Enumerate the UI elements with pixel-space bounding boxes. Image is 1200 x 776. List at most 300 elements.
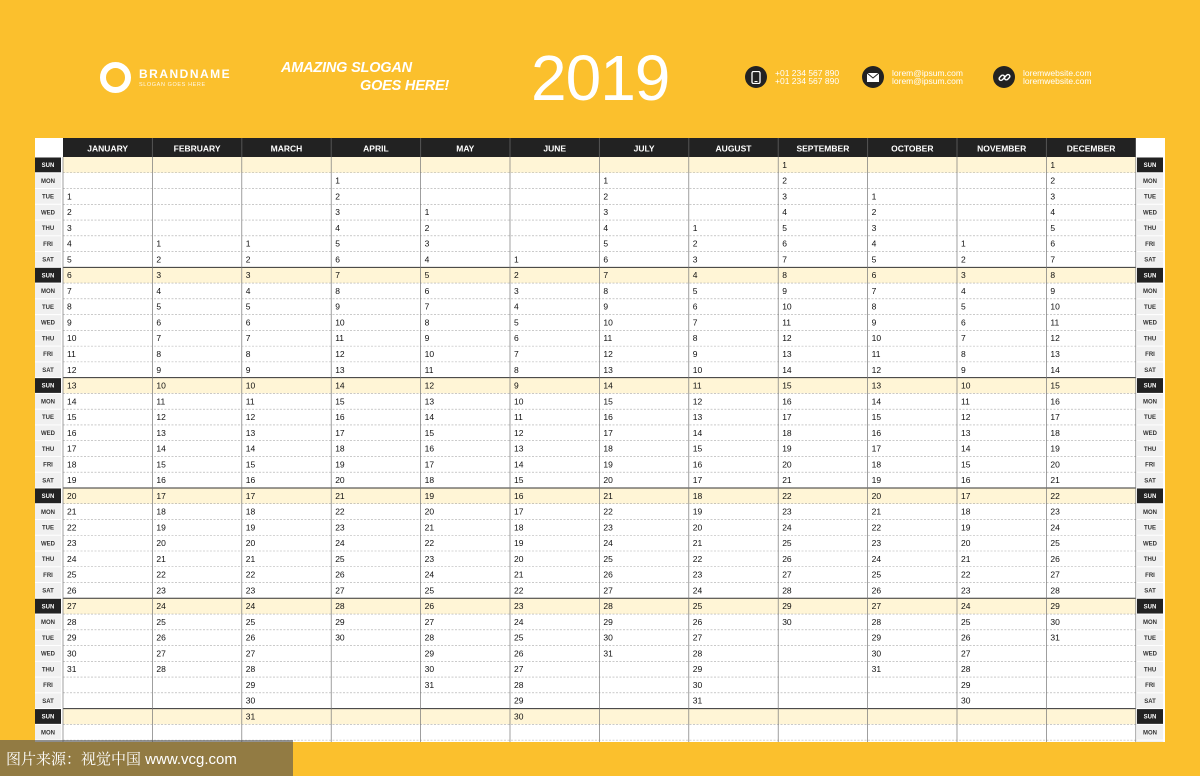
day-number: 26 bbox=[335, 569, 345, 580]
day-number: 3 bbox=[603, 207, 609, 218]
weekday-label-right: SAT bbox=[1144, 588, 1156, 595]
day-number: 27 bbox=[871, 601, 882, 612]
weekday-label-right: SUN bbox=[1143, 163, 1157, 170]
day-number: 20 bbox=[603, 475, 613, 486]
weekday-label-left: FRI bbox=[43, 683, 53, 690]
day-number: 16 bbox=[514, 490, 524, 501]
weekday-label-left: THU bbox=[41, 446, 55, 453]
day-number: 19 bbox=[1050, 443, 1060, 454]
day-number: 22 bbox=[335, 506, 345, 517]
day-number: 26 bbox=[782, 553, 792, 564]
day-number: 16 bbox=[692, 459, 703, 470]
day-number: 5 bbox=[335, 238, 340, 249]
calendar-grid bbox=[35, 138, 1165, 742]
day-number: 16 bbox=[335, 412, 345, 423]
day-number: 13 bbox=[1050, 349, 1060, 359]
day-number: 16 bbox=[424, 443, 435, 454]
day-number: 3 bbox=[871, 222, 877, 233]
day-number: 31 bbox=[603, 648, 613, 659]
month-header-november: NOVEMBER bbox=[977, 143, 1027, 154]
weekday-label-left: TUE bbox=[42, 525, 54, 532]
weekday-label-right: FRI bbox=[1145, 352, 1155, 359]
day-number: 27 bbox=[514, 664, 524, 675]
day-number: 26 bbox=[871, 585, 882, 596]
weekday-label-left: WED bbox=[41, 431, 55, 437]
day-number: 3 bbox=[424, 238, 430, 249]
day-number: 3 bbox=[245, 270, 251, 281]
contact-phone-text bbox=[775, 69, 839, 86]
day-number: 5 bbox=[782, 222, 787, 233]
day-number: 23 bbox=[67, 538, 77, 549]
weekday-label-left: MON bbox=[41, 289, 55, 296]
weekday-label-left: MON bbox=[41, 730, 55, 737]
day-number: 26 bbox=[156, 632, 166, 643]
day-number: 7 bbox=[692, 317, 698, 328]
day-number: 20 bbox=[67, 490, 77, 501]
day-number: 9 bbox=[692, 349, 698, 359]
day-number: 29 bbox=[335, 616, 345, 627]
contact-website-text bbox=[1023, 69, 1092, 86]
day-number: 16 bbox=[245, 475, 256, 486]
day-number: 21 bbox=[692, 538, 703, 549]
day-number: 12 bbox=[245, 412, 256, 423]
day-number: 28 bbox=[692, 648, 703, 659]
day-number: 4 bbox=[335, 222, 340, 233]
day-number: 24 bbox=[335, 538, 345, 549]
day-number: 9 bbox=[782, 285, 787, 296]
day-number: 24 bbox=[1050, 522, 1060, 533]
day-number: 7 bbox=[603, 270, 609, 281]
day-number: 20 bbox=[514, 553, 524, 564]
day-number: 28 bbox=[335, 601, 345, 612]
day-number: 16 bbox=[782, 396, 792, 407]
day-number: 8 bbox=[961, 349, 966, 359]
day-number: 3 bbox=[156, 270, 162, 281]
day-number: 28 bbox=[871, 616, 882, 627]
day-number: 2 bbox=[245, 254, 251, 265]
day-number: 25 bbox=[961, 616, 971, 627]
weekday-label-right: SAT bbox=[1144, 698, 1156, 705]
day-number: 26 bbox=[424, 601, 435, 612]
day-number: 27 bbox=[424, 616, 435, 627]
day-number: 12 bbox=[67, 364, 77, 375]
day-number: 5 bbox=[871, 254, 877, 265]
day-number: 4 bbox=[514, 301, 519, 312]
day-number: 21 bbox=[1050, 475, 1060, 486]
day-number: 30 bbox=[67, 648, 77, 659]
weekday-label-left: MON bbox=[41, 178, 55, 185]
day-number: 20 bbox=[424, 506, 435, 517]
day-number: 19 bbox=[424, 490, 435, 501]
day-number: 31 bbox=[245, 711, 256, 722]
weekday-label-left: FRI bbox=[43, 462, 53, 469]
contact-email-text bbox=[892, 69, 963, 86]
day-number: 9 bbox=[961, 364, 966, 375]
day-number: 22 bbox=[1050, 490, 1060, 501]
day-number: 6 bbox=[961, 317, 966, 328]
day-number: 14 bbox=[245, 443, 256, 454]
day-number: 12 bbox=[335, 349, 345, 359]
day-number: 20 bbox=[871, 490, 882, 501]
day-number: 27 bbox=[156, 648, 166, 659]
day-number: 1 bbox=[245, 238, 251, 249]
weekday-label-right: THU bbox=[1143, 557, 1157, 564]
day-number: 19 bbox=[782, 443, 792, 454]
day-number: 6 bbox=[1050, 238, 1056, 249]
day-number: 11 bbox=[782, 317, 792, 328]
day-number: 20 bbox=[245, 538, 256, 549]
day-number: 30 bbox=[961, 695, 971, 706]
day-number: 24 bbox=[871, 553, 882, 564]
weekday-label-left: SAT bbox=[42, 257, 54, 264]
day-number: 29 bbox=[67, 632, 77, 643]
day-number: 12 bbox=[603, 349, 613, 359]
weekday-label-right: SAT bbox=[1144, 257, 1156, 264]
day-number: 18 bbox=[335, 443, 345, 454]
link-icon bbox=[993, 66, 1015, 88]
day-number: 2 bbox=[424, 222, 430, 233]
day-number: 16 bbox=[961, 475, 971, 486]
day-number: 18 bbox=[961, 506, 971, 517]
day-number: 9 bbox=[424, 333, 430, 344]
day-number: 3 bbox=[67, 222, 72, 233]
weekday-label-right: SUN bbox=[1143, 383, 1157, 390]
month-header-july: JULY bbox=[633, 143, 655, 154]
day-number: 15 bbox=[156, 459, 166, 470]
day-number: 28 bbox=[424, 632, 435, 643]
day-number: 4 bbox=[424, 254, 430, 265]
day-number: 8 bbox=[156, 349, 162, 359]
day-number: 22 bbox=[245, 569, 256, 580]
day-number: 3 bbox=[692, 254, 698, 265]
day-number: 16 bbox=[871, 427, 882, 438]
day-number: 8 bbox=[692, 333, 698, 344]
day-number: 18 bbox=[603, 443, 613, 454]
day-number: 7 bbox=[245, 333, 251, 344]
month-header-may: MAY bbox=[456, 143, 475, 154]
day-number: 26 bbox=[692, 616, 703, 627]
day-number: 30 bbox=[692, 679, 703, 690]
day-number: 16 bbox=[603, 412, 613, 423]
day-number: 2 bbox=[782, 175, 787, 186]
day-number: 27 bbox=[692, 632, 703, 643]
day-number: 28 bbox=[156, 664, 166, 675]
weekday-label-right: MON bbox=[1143, 509, 1157, 516]
day-number: 19 bbox=[335, 459, 345, 470]
day-number: 14 bbox=[871, 396, 882, 407]
day-number: 9 bbox=[335, 301, 340, 312]
day-number: 30 bbox=[603, 632, 613, 643]
day-number: 6 bbox=[424, 285, 430, 296]
day-number: 4 bbox=[245, 285, 251, 296]
day-number: 18 bbox=[692, 490, 703, 501]
day-number: 4 bbox=[156, 285, 162, 296]
day-number: 18 bbox=[156, 506, 166, 517]
day-number: 1 bbox=[67, 191, 72, 202]
weekday-label-left: SUN bbox=[41, 273, 55, 280]
weekday-label-right: MON bbox=[1143, 289, 1157, 296]
weekday-label-right: MON bbox=[1143, 178, 1157, 185]
day-number: 20 bbox=[961, 538, 971, 549]
day-number: 17 bbox=[245, 490, 256, 501]
day-number: 9 bbox=[514, 380, 519, 391]
day-number: 17 bbox=[424, 459, 435, 470]
weekday-label-right: THU bbox=[1143, 446, 1157, 453]
weekday-label-left: FRI bbox=[43, 572, 53, 579]
day-number: 9 bbox=[245, 364, 251, 375]
day-number: 12 bbox=[424, 380, 435, 391]
day-number: 27 bbox=[961, 648, 971, 659]
day-number: 25 bbox=[335, 553, 345, 564]
day-number: 12 bbox=[871, 364, 882, 375]
day-number: 6 bbox=[692, 301, 698, 312]
day-number: 7 bbox=[67, 285, 72, 296]
day-number: 29 bbox=[514, 695, 524, 706]
day-number: 17 bbox=[67, 443, 77, 454]
day-number: 16 bbox=[67, 427, 77, 438]
day-number: 2 bbox=[156, 254, 162, 265]
day-number: 30 bbox=[1050, 616, 1060, 627]
day-number: 18 bbox=[67, 459, 77, 470]
day-number: 4 bbox=[692, 270, 698, 281]
day-number: 1 bbox=[782, 159, 787, 170]
day-number: 25 bbox=[871, 569, 882, 580]
weekday-label-left: THU bbox=[41, 667, 55, 674]
day-number: 11 bbox=[156, 396, 166, 407]
slogan-line-2: GOES HERE! bbox=[360, 78, 450, 94]
day-number: 6 bbox=[245, 317, 251, 328]
weekday-label-right: WED bbox=[1143, 431, 1157, 437]
day-number: 12 bbox=[156, 412, 166, 423]
day-number: 8 bbox=[603, 285, 609, 296]
day-number: 23 bbox=[245, 585, 256, 596]
day-number: 1 bbox=[514, 254, 519, 265]
day-number: 23 bbox=[514, 601, 524, 612]
day-number: 8 bbox=[514, 364, 519, 375]
weekday-label-right: WED bbox=[1143, 320, 1157, 327]
day-number: 14 bbox=[782, 364, 792, 375]
day-number: 30 bbox=[514, 711, 524, 722]
day-number: 28 bbox=[245, 664, 256, 675]
weekday-label-left: WED bbox=[41, 651, 55, 658]
day-number: 14 bbox=[335, 380, 345, 391]
day-number: 21 bbox=[603, 490, 613, 501]
day-number: 5 bbox=[424, 270, 430, 281]
calendar-year: 2019 bbox=[531, 42, 670, 114]
day-number: 21 bbox=[67, 506, 77, 517]
calendar-header bbox=[0, 0, 1200, 138]
day-number: 29 bbox=[961, 679, 971, 690]
weekday-label-left: MON bbox=[41, 509, 55, 516]
day-number: 7 bbox=[424, 301, 430, 312]
weekday-label-right: SUN bbox=[1143, 604, 1157, 611]
day-number: 11 bbox=[603, 333, 613, 344]
day-number: 27 bbox=[67, 601, 77, 612]
day-number: 1 bbox=[871, 191, 877, 202]
day-number: 9 bbox=[603, 301, 609, 312]
day-number: 15 bbox=[782, 380, 792, 391]
day-number: 23 bbox=[424, 553, 435, 564]
weekday-label-right: SUN bbox=[1143, 714, 1157, 721]
day-number: 21 bbox=[156, 553, 166, 564]
day-number: 7 bbox=[156, 333, 162, 344]
day-number: 29 bbox=[245, 679, 256, 690]
day-number: 13 bbox=[424, 396, 435, 407]
day-number: 6 bbox=[871, 270, 877, 281]
phone-icon bbox=[745, 66, 767, 88]
day-number: 1 bbox=[1050, 159, 1056, 170]
day-number: 6 bbox=[156, 317, 162, 328]
day-number: 7 bbox=[514, 349, 519, 359]
slogan-line-1: AMAZING SLOGAN bbox=[281, 60, 412, 76]
weekday-label-left: THU bbox=[41, 336, 55, 343]
day-number: 31 bbox=[67, 664, 77, 675]
day-number: 25 bbox=[1050, 538, 1060, 549]
weekday-label-left: THU bbox=[41, 226, 55, 233]
day-number: 15 bbox=[692, 443, 703, 454]
day-number: 13 bbox=[603, 364, 613, 375]
weekday-label-right: SAT bbox=[1144, 367, 1156, 374]
day-number: 5 bbox=[1050, 222, 1056, 233]
day-number: 8 bbox=[335, 285, 340, 296]
day-number: 23 bbox=[782, 506, 792, 517]
weekday-label-right: TUE bbox=[1144, 415, 1156, 422]
day-number: 16 bbox=[1050, 396, 1060, 407]
weekday-label-right: WED bbox=[1143, 651, 1157, 658]
weekday-label-right: FRI bbox=[1145, 683, 1155, 690]
day-number: 2 bbox=[335, 191, 340, 202]
weekday-label-left: SUN bbox=[41, 604, 55, 611]
weekday-label-left: SUN bbox=[41, 383, 55, 390]
weekday-label-left: SAT bbox=[42, 478, 54, 485]
day-number: 18 bbox=[514, 522, 524, 533]
day-number: 29 bbox=[1050, 601, 1060, 612]
day-number: 21 bbox=[424, 522, 435, 533]
day-number: 29 bbox=[603, 616, 613, 627]
day-number: 5 bbox=[156, 301, 162, 312]
weekday-label-left: TUE bbox=[42, 194, 54, 201]
day-number: 22 bbox=[961, 569, 971, 580]
day-number: 13 bbox=[514, 443, 524, 454]
day-number: 13 bbox=[871, 380, 882, 391]
day-number: 23 bbox=[871, 538, 882, 549]
day-number: 10 bbox=[782, 301, 792, 312]
day-number: 26 bbox=[245, 632, 256, 643]
day-number: 4 bbox=[961, 285, 966, 296]
email-icon bbox=[862, 66, 884, 88]
day-number: 19 bbox=[156, 522, 166, 533]
month-header-february: FEBRUARY bbox=[173, 143, 221, 154]
day-number: 17 bbox=[782, 412, 792, 423]
weekday-label-right: FRI bbox=[1145, 572, 1155, 579]
day-number: 10 bbox=[1050, 301, 1060, 312]
brand-tagline: SLOGAN GOES HERE bbox=[139, 81, 206, 88]
day-number: 12 bbox=[1050, 333, 1060, 344]
day-number: 21 bbox=[782, 475, 792, 486]
day-number: 2 bbox=[961, 254, 966, 265]
day-number: 6 bbox=[782, 238, 787, 249]
weekday-label-left: TUE bbox=[42, 635, 54, 642]
day-number: 3 bbox=[335, 207, 340, 218]
day-number: 5 bbox=[67, 254, 72, 265]
day-number: 13 bbox=[245, 427, 256, 438]
logo-text bbox=[139, 67, 231, 89]
day-number: 2 bbox=[871, 207, 877, 218]
weekday-label-right: THU bbox=[1143, 226, 1157, 233]
weekday-label-left: SUN bbox=[41, 163, 55, 170]
day-number: 30 bbox=[424, 664, 435, 675]
day-number: 7 bbox=[871, 285, 877, 296]
weekday-label-right: THU bbox=[1143, 667, 1157, 674]
day-number: 23 bbox=[335, 522, 345, 533]
day-number: 10 bbox=[156, 380, 166, 391]
day-number: 30 bbox=[245, 695, 256, 706]
day-number: 17 bbox=[871, 443, 882, 454]
day-number: 21 bbox=[514, 569, 524, 580]
day-number: 28 bbox=[961, 664, 971, 675]
day-number: 13 bbox=[961, 427, 971, 438]
day-number: 21 bbox=[335, 490, 345, 501]
day-number: 7 bbox=[335, 270, 340, 281]
day-number: 31 bbox=[871, 664, 882, 675]
day-number: 25 bbox=[67, 569, 77, 580]
day-number: 22 bbox=[692, 553, 703, 564]
day-number: 1 bbox=[692, 222, 698, 233]
day-number: 19 bbox=[692, 506, 703, 517]
day-number: 30 bbox=[871, 648, 882, 659]
day-number: 27 bbox=[603, 585, 613, 596]
contact-email-line2: lorem@ipsum.com bbox=[892, 76, 963, 86]
day-number: 13 bbox=[156, 427, 166, 438]
day-number: 26 bbox=[1050, 553, 1060, 564]
day-number: 23 bbox=[1050, 506, 1060, 517]
contact-website-line2: loremwebsite.com bbox=[1023, 76, 1092, 86]
day-number: 11 bbox=[67, 349, 76, 359]
contact-phone bbox=[745, 66, 839, 88]
day-number: 21 bbox=[245, 553, 256, 564]
day-number: 25 bbox=[514, 632, 524, 643]
day-number: 5 bbox=[692, 285, 698, 296]
weekday-label-right: SUN bbox=[1143, 273, 1157, 280]
weekday-label-right: SAT bbox=[1144, 478, 1156, 485]
day-number: 20 bbox=[335, 475, 345, 486]
day-number: 15 bbox=[245, 459, 256, 470]
day-number: 5 bbox=[514, 317, 519, 328]
day-number: 15 bbox=[67, 412, 77, 423]
day-number: 24 bbox=[603, 538, 613, 549]
day-number: 19 bbox=[603, 459, 613, 470]
weekday-label-right: TUE bbox=[1144, 635, 1156, 642]
contact-website-line1: loremwebsite.com bbox=[1023, 67, 1092, 78]
weekday-label-right: MON bbox=[1143, 620, 1157, 627]
weekday-label-left: TUE bbox=[42, 415, 54, 422]
day-number: 11 bbox=[514, 412, 523, 423]
day-number: 16 bbox=[156, 475, 166, 486]
day-number: 20 bbox=[1050, 459, 1060, 470]
month-header-october: OCTOBER bbox=[891, 143, 934, 154]
weekday-label-right: FRI bbox=[1145, 241, 1155, 248]
year-calendar bbox=[35, 138, 1165, 742]
day-number: 21 bbox=[961, 553, 971, 564]
day-number: 2 bbox=[603, 191, 609, 202]
contact-phone-line1: +01 234 567 890 bbox=[775, 67, 840, 78]
day-number: 5 bbox=[961, 301, 966, 312]
day-number: 3 bbox=[782, 191, 787, 202]
day-number: 11 bbox=[961, 396, 970, 407]
weekday-label-right: WED bbox=[1143, 210, 1157, 217]
day-number: 22 bbox=[603, 506, 613, 517]
weekday-label-right: WED bbox=[1143, 541, 1157, 548]
